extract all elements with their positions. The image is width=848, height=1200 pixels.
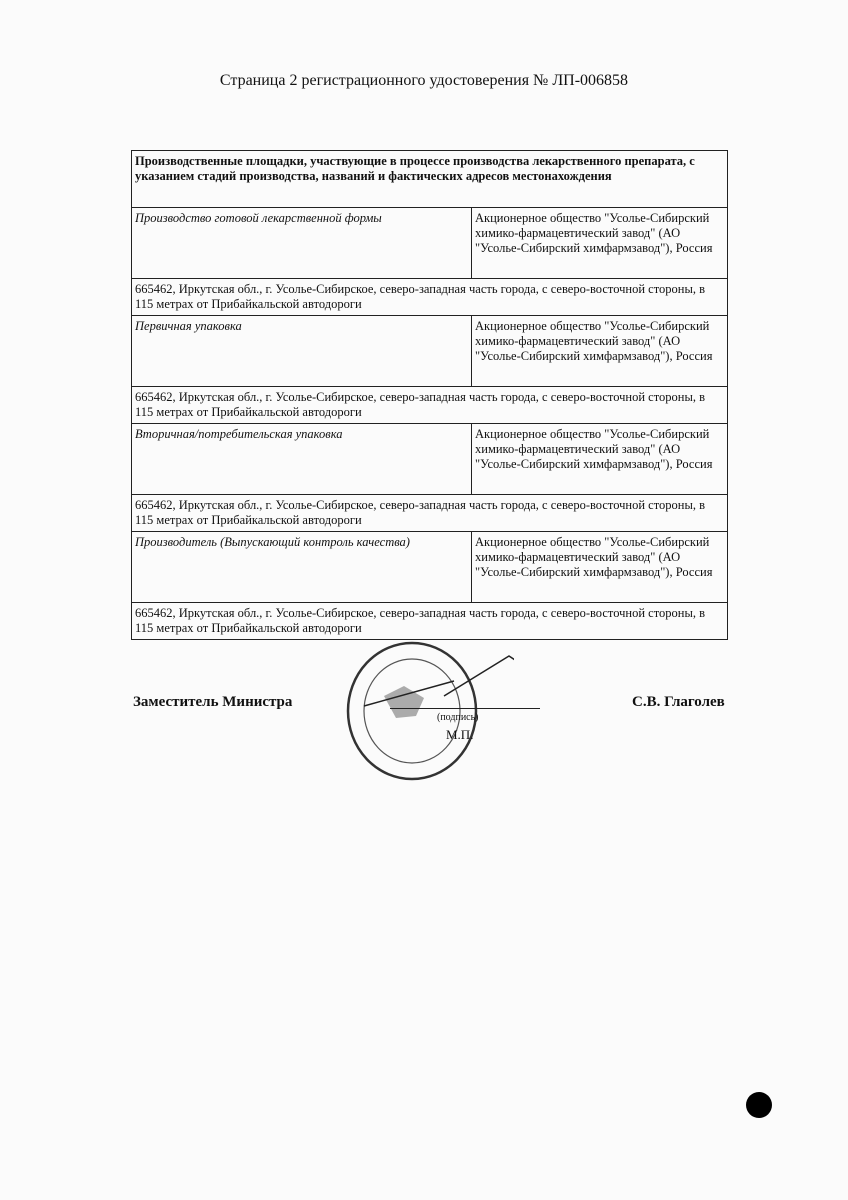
company-cell: Акционерное общество "Усолье-Сибирский химико-фармацевтический завод" (АО "Усолье-Сибирский химфармзавод"), Россия — [472, 424, 728, 495]
address-cell: 665462, Иркутская обл., г. Усолье-Сибирское, северо-западная часть города, с северо-восточной стороны, в 115 метрах от Прибайкальской автодороги — [132, 279, 728, 316]
stage-cell: Производитель (Выпускающий контроль качества) — [132, 532, 472, 603]
seal-caption: М.П. — [446, 727, 474, 742]
stage-cell: Производство готовой лекарственной формы — [132, 208, 472, 279]
company-cell: Акционерное общество "Усолье-Сибирский химико-фармацевтический завод" (АО "Усолье-Сибирский химфармзавод"), Россия — [472, 316, 728, 387]
table-row — [132, 424, 728, 495]
table-row — [132, 532, 728, 603]
table-row — [132, 208, 728, 279]
stage-cell: Первичная упаковка — [132, 316, 472, 387]
signature-caption: (подпись) — [437, 712, 479, 723]
company-cell: Акционерное общество "Усолье-Сибирский химико-фармацевтический завод" (АО "Усолье-Сибирский химфармзавод"), Россия — [472, 532, 728, 603]
address-cell: 665462, Иркутская обл., г. Усолье-Сибирское, северо-западная часть города, с северо-восточной стороны, в 115 метрах от Прибайкальской автодороги — [132, 495, 728, 532]
signatory-position: Заместитель Министра — [133, 694, 293, 710]
signatory-name: С.В. Глаголев — [632, 694, 725, 710]
production-sites-table — [131, 150, 728, 640]
stage-cell: Вторичная/потребительская упаковка — [132, 424, 472, 495]
address-cell: 665462, Иркутская обл., г. Усолье-Сибирское, северо-западная часть города, с северо-восточной стороны, в 115 метрах от Прибайкальской автодороги — [132, 387, 728, 424]
company-cell: Акционерное общество "Усолье-Сибирский химико-фармацевтический завод" (АО "Усолье-Сибирский химфармзавод"), Россия — [472, 208, 728, 279]
table-row — [132, 316, 728, 387]
table-header: Производственные площадки, участвующие в процессе производства лекарственного препарата, с указанием стадий производства, названий и фактических адресов местонахождения — [132, 151, 728, 208]
official-stamp-icon — [324, 636, 514, 786]
address-cell: 665462, Иркутская обл., г. Усолье-Сибирское, северо-западная часть города, с северо-восточной стороны, в 115 метрах от Прибайкальской автодороги — [132, 603, 728, 640]
signature-line — [390, 708, 540, 709]
punch-hole-icon — [746, 1092, 772, 1118]
page-title: Страница 2 регистрационного удостоверения № ЛП-006858 — [219, 72, 629, 89]
